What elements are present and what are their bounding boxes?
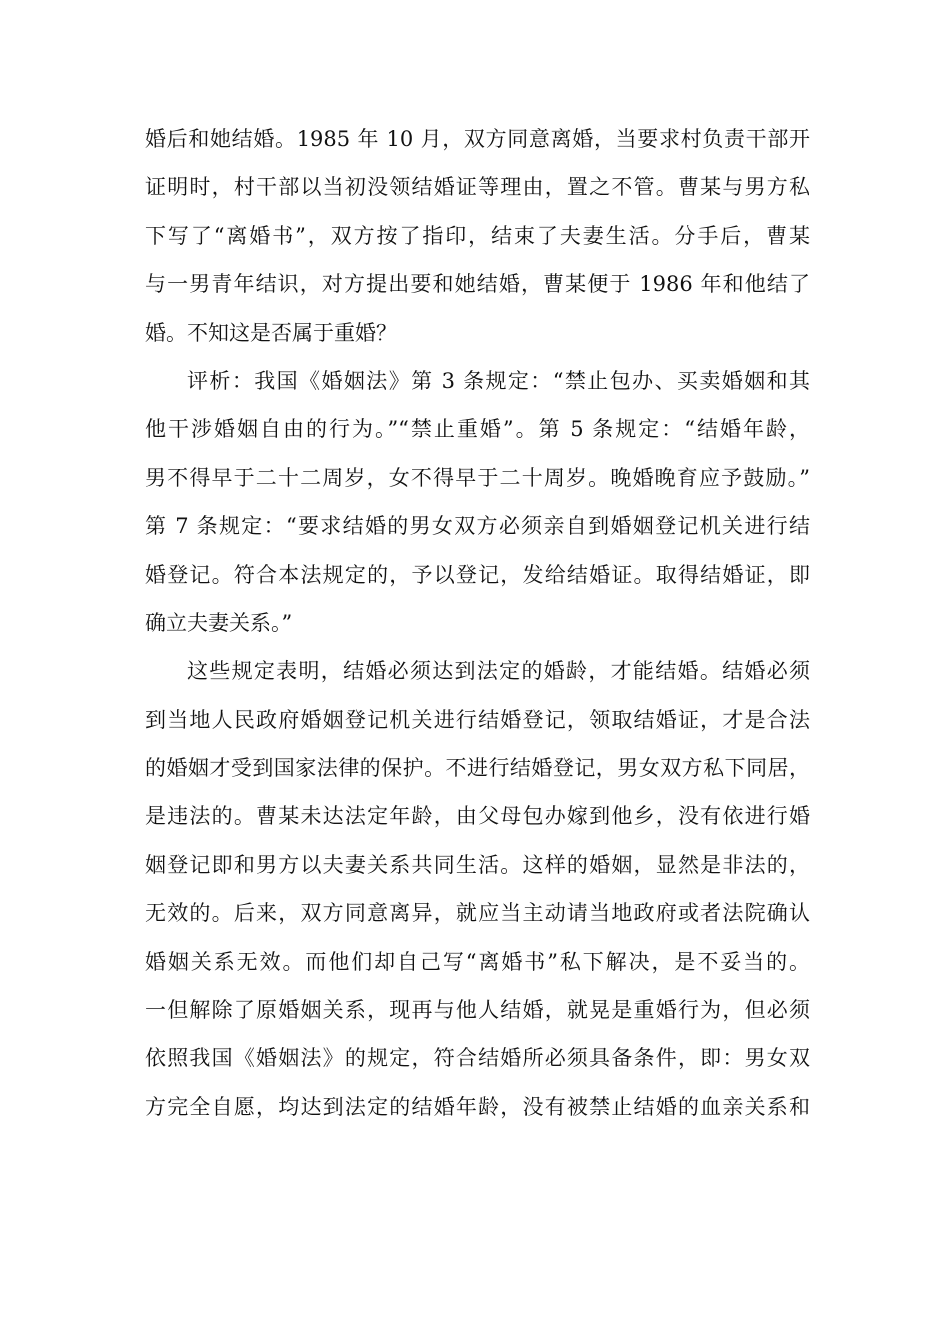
paragraph-line: 证明时，村干部以当初没领结婚证等理由，置之不管。曹某与男方私: [145, 175, 810, 200]
paragraph-line: 婚后和她结婚。1985 年 10 月，双方同意离婚，当要求村负责干部开: [145, 127, 810, 151]
paragraph-line: 下写了“离婚书”，双方按了指印，结束了夫妻生活。分手后，曹某: [145, 223, 810, 248]
paragraph-3: [145, 647, 810, 1131]
paragraph-2: [145, 357, 810, 647]
paragraph-line: 一但解除了原婚姻关系，现再与他人结婚，就晃是重婚行为，但必须: [145, 998, 810, 1023]
paragraph-line: 第 7 条规定：“要求结婚的男女双方必须亲自到婚姻登记机关进行结: [145, 514, 810, 539]
body-text: [145, 115, 810, 1131]
paragraph-line: 的婚姻才受到国家法律的保护。不进行结婚登记，男女双方私下同居，: [145, 756, 810, 781]
paragraph-line: 确立夫妻关系。”: [145, 610, 293, 635]
paragraph-line: 到当地人民政府婚姻登记机关进行结婚登记，领取结婚证，才是合法: [145, 707, 810, 732]
paragraph-line: 男不得早于二十二周岁，女不得早于二十周岁。晚婚晚育应予鼓励。”: [145, 465, 810, 490]
paragraph-line: 他干涉婚姻自由的行为。”“禁止重婚”。第 5 条规定：“结婚年龄，: [145, 417, 810, 442]
paragraph-line: 是违法的。曹某未达法定年龄，由父母包办嫁到他乡，没有依进行婚: [145, 804, 810, 829]
paragraph-line: 婚姻关系无效。而他们却自己写“离婚书”私下解决，是不妥当的。: [145, 949, 810, 974]
paragraph-line: 与一男青年结识，对方提出要和她结婚，曹某便于 1986 年和他结了: [145, 272, 810, 297]
paragraph-line: 方完全自愿，均达到法定的结婚年龄，没有被禁止结婚的血亲关系和: [145, 1094, 810, 1119]
paragraph-line: 婚登记。符合本法规定的，予以登记，发给结婚证。取得结婚证，即: [145, 562, 810, 587]
paragraph-line: 评析：我国《婚姻法》第 3 条规定：“禁止包办、买卖婚姻和其: [187, 368, 810, 393]
paragraph-line: 这些规定表明，结婚必须达到法定的婚龄，才能结婚。结婚必须: [187, 659, 810, 684]
paragraph-line: 无效的。后来，双方同意离异，就应当主动请当地政府或者法院确认: [145, 901, 810, 926]
paragraph-line: 婚。不知这是否属于重婚？: [145, 320, 397, 345]
paragraph-line: 姻登记即和男方以夫妻关系共同生活。这样的婚姻，显然是非法的，: [145, 852, 810, 877]
paragraph-1: [145, 115, 810, 357]
paragraph-line: 依照我国《婚姻法》的规定，符合结婚所必须具备条件，即：男女双: [145, 1046, 810, 1071]
